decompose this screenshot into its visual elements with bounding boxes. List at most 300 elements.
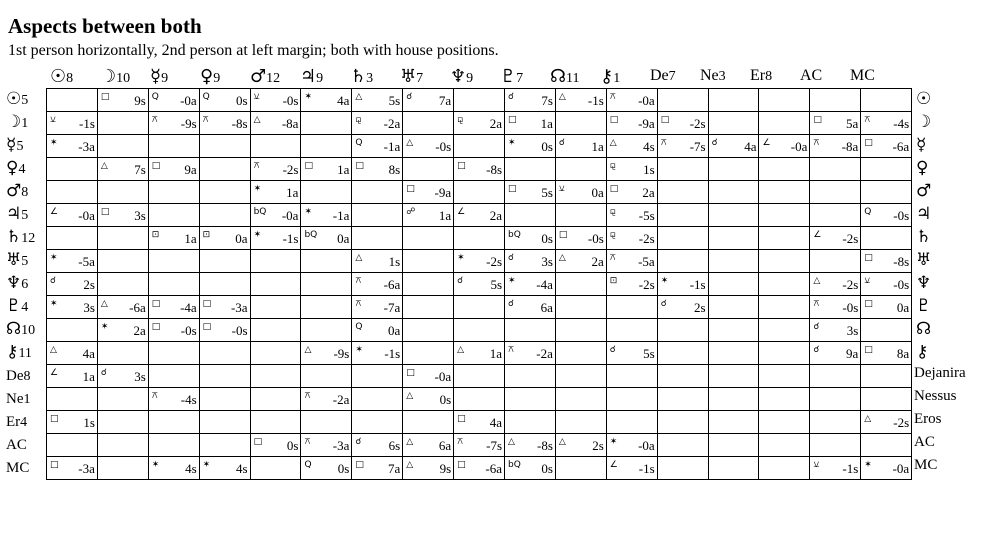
aspect-cell (199, 273, 250, 296)
row-right-label: ☽ (916, 112, 932, 132)
column-house: 11 (566, 71, 580, 86)
aspect-orb: -0a (790, 139, 808, 154)
aspect-orb: -2a (383, 116, 401, 131)
aspect-cell (301, 227, 352, 250)
aspect-symbol: ✶ (253, 184, 262, 194)
aspect-symbol: ✶ (508, 276, 516, 286)
aspect-cell (97, 365, 148, 388)
aspect-cell (454, 457, 505, 480)
aspect-cell (454, 158, 505, 181)
aspect-symbol: △ (100, 299, 108, 309)
column-header (650, 66, 676, 85)
aspect-cell (301, 89, 352, 112)
aspect-orb: 1a (591, 139, 604, 154)
aspect-cell (403, 434, 454, 457)
row-house: 8 (21, 185, 29, 200)
row-glyph: ☉ (6, 89, 22, 109)
column-glyph: ♅ (400, 66, 417, 87)
aspect-symbol: ∠ (609, 460, 618, 470)
row-header (6, 135, 23, 155)
aspect-symbol: ⚺ (50, 115, 56, 125)
aspect-cell (454, 181, 505, 204)
aspect-symbol: ✶ (151, 460, 160, 470)
aspect-cell (301, 181, 352, 204)
aspect-orb: -2a (332, 392, 350, 407)
aspect-cell (301, 388, 352, 411)
aspect-cell (97, 204, 148, 227)
aspect-orb: 7a (387, 461, 401, 476)
aspect-cell (708, 342, 759, 365)
aspect-cell (505, 273, 556, 296)
aspect-orb: -4s (893, 116, 910, 131)
aspect-cell (47, 434, 98, 457)
column-glyph: AC (800, 67, 823, 84)
aspect-cell (148, 158, 199, 181)
aspect-cell (352, 411, 403, 434)
aspect-cell (47, 342, 98, 365)
column-house: 9 (161, 71, 169, 86)
aspect-symbol: △ (558, 253, 566, 263)
aspect-cell (97, 158, 148, 181)
aspect-symbol: □ (406, 368, 415, 378)
aspect-cell (555, 273, 606, 296)
aspect-orb: -2s (486, 254, 503, 269)
aspect-cell (148, 434, 199, 457)
aspect-cell (555, 227, 606, 250)
aspect-cell (505, 319, 556, 342)
column-house: 9 (466, 71, 474, 86)
aspect-symbol: Q (355, 322, 363, 332)
aspect-orb: -2s (842, 277, 859, 292)
aspect-cell (250, 204, 301, 227)
aspect-cell (199, 112, 250, 135)
row-house: 10 (21, 323, 36, 338)
aspect-symbol: ⚺ (864, 276, 871, 286)
aspect-cell (403, 457, 454, 480)
aspect-symbol: △ (253, 115, 261, 125)
aspect-symbol: ⚼ (609, 161, 617, 171)
aspect-cell (810, 89, 861, 112)
aspect-cell (403, 296, 454, 319)
row-header (6, 388, 31, 408)
table-row (47, 457, 912, 480)
aspect-cell (606, 89, 657, 112)
column-header (700, 66, 726, 85)
aspect-orb: 7a (438, 93, 452, 108)
aspect-orb: -6a (485, 461, 503, 476)
aspect-orb: -3a (332, 438, 350, 453)
aspect-grid (46, 88, 912, 480)
aspect-cell (47, 296, 98, 319)
aspect-cell (861, 365, 912, 388)
aspect-symbol: ⚻ (202, 115, 209, 125)
aspect-orb: -3a (78, 461, 95, 476)
aspect-symbol: △ (406, 138, 414, 148)
aspect-cell (555, 319, 606, 342)
aspect-cell (759, 411, 810, 434)
aspect-cell (97, 319, 148, 342)
aspect-cell (47, 158, 98, 181)
aspect-symbol: ⚻ (253, 161, 260, 171)
aspect-cell (148, 250, 199, 273)
table-row (47, 342, 912, 365)
aspect-cell (403, 319, 454, 342)
aspect-orb: 6a (438, 438, 452, 453)
aspect-cell (301, 296, 352, 319)
column-glyph: Ne (700, 67, 719, 84)
aspect-cell (810, 411, 861, 434)
aspect-cell (810, 135, 861, 158)
aspect-cell (810, 227, 861, 250)
aspect-cell (708, 411, 759, 434)
aspect-symbol: △ (558, 437, 566, 447)
aspect-orb: 4s (236, 461, 248, 476)
aspect-cell (810, 365, 861, 388)
aspect-orb: -2s (638, 277, 655, 292)
aspect-cell (555, 296, 606, 319)
aspect-cell (250, 250, 301, 273)
aspect-cell (810, 457, 861, 480)
aspect-cell (555, 89, 606, 112)
aspect-cell (352, 342, 403, 365)
aspect-orb: -0s (842, 300, 859, 315)
column-house: 10 (116, 71, 131, 86)
page-title: Aspects between both (8, 14, 202, 38)
aspect-orb: 4a (744, 139, 757, 154)
table-row (47, 273, 912, 296)
row-right-label: Eros (914, 411, 942, 427)
column-glyph: ♃ (300, 66, 317, 87)
aspect-symbol: ☌ (508, 92, 515, 102)
aspect-orb: 1s (643, 162, 655, 177)
row-right-label: Dejanira (914, 365, 966, 381)
aspect-cell (606, 365, 657, 388)
row-header (6, 365, 31, 385)
aspect-orb: -9a (434, 185, 452, 200)
aspect-symbol: ✶ (355, 345, 363, 355)
column-house: 7 (668, 69, 676, 84)
aspect-orb: -2s (893, 415, 910, 430)
aspect-cell (454, 296, 505, 319)
aspect-cell (97, 273, 148, 296)
aspect-cell (505, 411, 556, 434)
aspect-cell (148, 273, 199, 296)
aspect-orb: 4s (185, 461, 197, 476)
aspect-cell (606, 319, 657, 342)
column-glyph: ♆ (450, 66, 467, 87)
aspect-cell (301, 342, 352, 365)
aspect-cell (708, 158, 759, 181)
aspect-orb: -8a (281, 116, 299, 131)
row-header (6, 342, 32, 362)
aspect-orb: 9s (134, 93, 146, 108)
aspect-orb: 8a (896, 346, 910, 361)
aspect-orb: -1s (282, 231, 299, 246)
column-glyph: MC (850, 67, 875, 84)
aspect-cell (403, 250, 454, 273)
aspect-cell (555, 434, 606, 457)
aspect-orb: 2a (591, 254, 604, 269)
row-right-label: ☿ (916, 135, 927, 155)
aspect-cell (657, 434, 708, 457)
aspect-cell (861, 250, 912, 273)
aspect-cell (454, 135, 505, 158)
aspect-orb: 0s (439, 392, 452, 407)
row-house: 4 (21, 300, 29, 315)
table-row (47, 388, 912, 411)
aspect-cell (555, 181, 606, 204)
aspect-cell (403, 135, 454, 158)
aspect-cell (199, 411, 250, 434)
aspect-symbol: ⚺ (813, 460, 820, 470)
column-header (250, 66, 280, 87)
aspect-cell (454, 388, 505, 411)
aspect-orb: -6a (383, 277, 401, 292)
aspect-symbol: ⊡ (151, 230, 160, 240)
aspect-symbol: ☍ (406, 207, 416, 217)
aspect-cell (657, 158, 708, 181)
column-header (50, 66, 73, 87)
aspect-cell (148, 89, 199, 112)
aspect-cell (352, 319, 403, 342)
aspect-orb: 5s (643, 346, 655, 361)
aspect-orb: -0a (180, 93, 197, 108)
aspect-cell (861, 457, 912, 480)
column-house: 1 (613, 71, 621, 86)
row-header (6, 457, 29, 477)
column-header (550, 66, 579, 87)
aspect-cell (403, 365, 454, 388)
aspect-orb: -6a (129, 300, 146, 315)
aspect-orb: 3s (134, 369, 146, 384)
aspect-cell (861, 388, 912, 411)
aspect-orb: 1a (337, 162, 350, 177)
aspect-cell (505, 342, 556, 365)
aspect-symbol: ⚻ (864, 115, 871, 125)
table-row (47, 89, 912, 112)
column-house: 3 (718, 69, 726, 84)
table-row (47, 204, 912, 227)
aspect-cell (759, 89, 810, 112)
aspect-cell (352, 250, 403, 273)
aspect-symbol: ☌ (100, 368, 107, 378)
aspect-orb: -0a (281, 208, 299, 223)
aspect-cell (199, 388, 250, 411)
aspect-symbol: □ (304, 161, 313, 171)
aspect-symbol: □ (406, 184, 415, 194)
aspect-symbol: □ (355, 460, 364, 470)
aspect-cell (250, 135, 301, 158)
aspect-cell (97, 135, 148, 158)
row-glyph: ☿ (6, 135, 17, 155)
aspect-cell (352, 227, 403, 250)
aspect-orb: 1s (83, 415, 95, 430)
aspect-symbol: Q (355, 138, 363, 148)
table-row (47, 296, 912, 319)
aspect-symbol: ✶ (609, 437, 618, 447)
aspect-cell (759, 250, 810, 273)
aspect-symbol: ✶ (50, 253, 58, 263)
aspect-cell (708, 319, 759, 342)
aspect-cell (301, 411, 352, 434)
aspect-symbol: □ (355, 161, 364, 171)
aspect-cell (301, 204, 352, 227)
aspect-symbol: ✶ (202, 460, 211, 470)
aspect-cell (505, 181, 556, 204)
aspect-orb: 7s (541, 93, 553, 108)
aspect-cell (708, 296, 759, 319)
column-house: 8 (66, 71, 74, 86)
aspect-cell (606, 296, 657, 319)
aspect-symbol: ⚺ (253, 92, 260, 102)
aspect-cell (657, 273, 708, 296)
aspect-cell (403, 342, 454, 365)
column-header (400, 66, 423, 87)
aspect-symbol: Q (151, 92, 159, 102)
aspect-cell (47, 204, 98, 227)
column-glyph: ♇ (500, 66, 517, 87)
row-header (6, 89, 28, 109)
aspect-cell (606, 388, 657, 411)
table-row (47, 434, 912, 457)
aspect-cell (606, 135, 657, 158)
aspect-cell (759, 365, 810, 388)
aspect-orb: -2s (282, 162, 299, 177)
aspect-symbol: △ (609, 138, 617, 148)
aspect-cell (47, 135, 98, 158)
aspect-cell (606, 434, 657, 457)
aspect-symbol: △ (50, 345, 57, 355)
aspect-cell (97, 89, 148, 112)
aspect-symbol: □ (864, 253, 873, 263)
aspect-orb: -0a (434, 369, 452, 384)
aspect-cell (97, 181, 148, 204)
aspect-orb: -0a (892, 461, 910, 476)
aspect-cell (148, 365, 199, 388)
aspect-cell (250, 227, 301, 250)
aspect-cell (759, 112, 810, 135)
aspect-cell (708, 273, 759, 296)
aspect-cell (454, 250, 505, 273)
column-header (100, 66, 130, 87)
aspect-cell (148, 112, 199, 135)
aspect-symbol: △ (558, 92, 566, 102)
row-glyph: ♅ (6, 250, 22, 270)
aspect-cell (454, 112, 505, 135)
aspect-symbol: ⚻ (151, 115, 158, 125)
aspect-orb: -8s (893, 254, 910, 269)
row-header (6, 181, 28, 201)
aspect-orb: 4a (82, 346, 95, 361)
column-house: 12 (266, 71, 281, 86)
aspect-orb: 0s (541, 461, 553, 476)
aspect-orb: 1s (388, 254, 401, 269)
row-header (6, 112, 28, 132)
aspect-orb: 2s (83, 277, 95, 292)
aspect-cell (148, 319, 199, 342)
row-right-label: ☉ (916, 89, 932, 109)
row-right-label: MC (914, 457, 938, 473)
column-house: 3 (366, 71, 374, 86)
aspect-cell (861, 112, 912, 135)
aspect-cell (606, 158, 657, 181)
row-glyph: ♆ (6, 273, 22, 293)
aspect-cell (148, 296, 199, 319)
aspect-orb: -0a (638, 93, 655, 108)
aspect-symbol: ⚻ (660, 138, 667, 148)
aspect-cell (148, 342, 199, 365)
aspect-cell (301, 158, 352, 181)
aspect-cell (759, 273, 810, 296)
aspect-cell (657, 89, 708, 112)
aspect-cell (403, 181, 454, 204)
aspect-orb: -1s (638, 461, 655, 476)
column-house: 9 (213, 71, 221, 86)
aspect-cell (606, 411, 657, 434)
aspect-cell (199, 181, 250, 204)
aspect-cell (759, 135, 810, 158)
aspect-symbol: ✶ (864, 460, 872, 470)
aspect-cell (708, 250, 759, 273)
aspect-orb: -8s (231, 116, 248, 131)
column-header (300, 66, 323, 87)
aspect-orb: -0a (78, 208, 95, 223)
aspect-cell (657, 457, 708, 480)
aspect-orb: 0s (286, 438, 299, 453)
aspect-orb: -9s (180, 116, 197, 131)
aspect-cell (505, 227, 556, 250)
aspect-cell (250, 319, 301, 342)
aspect-symbol: ✶ (508, 138, 516, 148)
column-header (150, 66, 168, 87)
aspect-orb: -2a (536, 346, 553, 361)
row-glyph: De (6, 368, 24, 384)
aspect-orb: 2a (489, 116, 503, 131)
aspect-cell (250, 112, 301, 135)
aspect-symbol: □ (508, 184, 517, 194)
aspect-cell (606, 204, 657, 227)
aspect-cell (861, 342, 912, 365)
aspect-symbol: △ (406, 460, 414, 470)
aspect-cell (759, 204, 810, 227)
aspect-cell (352, 204, 403, 227)
aspect-cell (199, 135, 250, 158)
aspect-cell (199, 319, 250, 342)
aspect-symbol: △ (406, 437, 414, 447)
aspect-cell (403, 411, 454, 434)
aspect-symbol: □ (100, 92, 110, 102)
aspect-cell (403, 204, 454, 227)
aspect-cell (250, 158, 301, 181)
column-glyph: ♀ (200, 66, 214, 87)
aspect-cell (47, 457, 98, 480)
aspect-cell (301, 319, 352, 342)
aspect-symbol: ∠ (762, 138, 771, 148)
aspect-cell (759, 388, 810, 411)
aspect-cell (555, 135, 606, 158)
column-glyph: ☽ (100, 66, 117, 87)
aspect-cell (505, 250, 556, 273)
aspect-cell (250, 273, 301, 296)
aspect-cell (861, 319, 912, 342)
row-house: 6 (21, 277, 29, 292)
aspect-cell (810, 273, 861, 296)
aspect-cell (810, 388, 861, 411)
aspect-symbol: ☌ (813, 345, 820, 355)
aspect-cell (810, 250, 861, 273)
table-row (47, 319, 912, 342)
aspect-symbol: ⚻ (508, 345, 515, 355)
